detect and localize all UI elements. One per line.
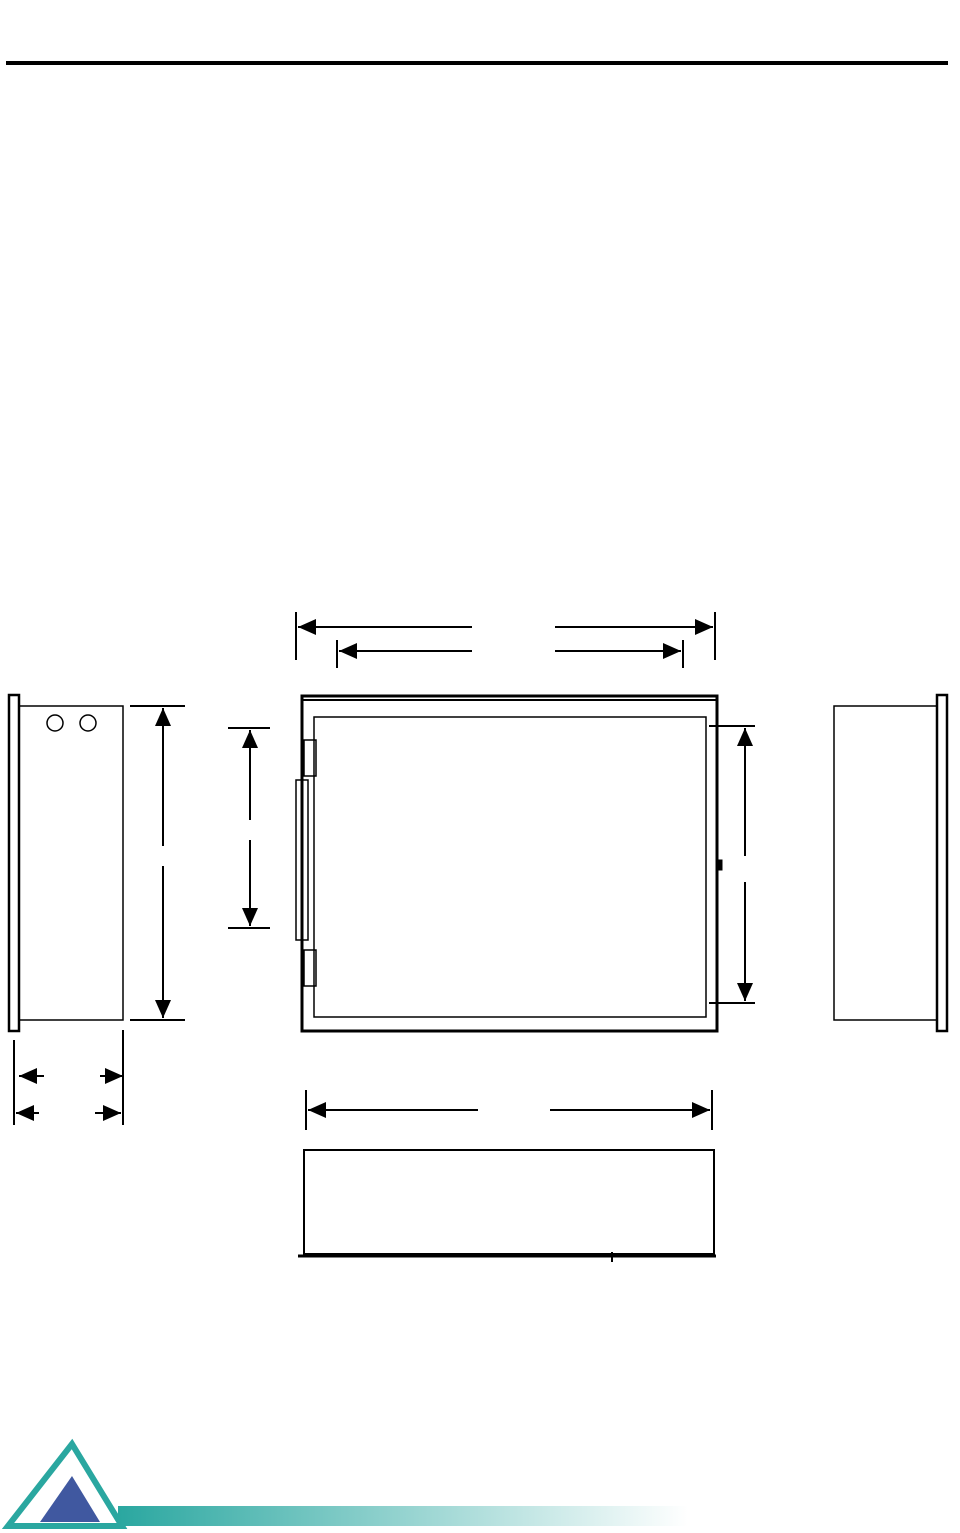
- backbox-bottom-view: [298, 1150, 716, 1262]
- left-side-view: [9, 695, 270, 1125]
- backbox-front-view: [296, 696, 722, 1031]
- dim-479-line: [296, 612, 715, 668]
- dim-472-line: [306, 1090, 712, 1130]
- backbox-dimension-diagram: [0, 600, 960, 1270]
- right-side-view: [834, 695, 947, 1031]
- trioda-logo: [0, 1436, 700, 1533]
- header-rule: [6, 61, 948, 65]
